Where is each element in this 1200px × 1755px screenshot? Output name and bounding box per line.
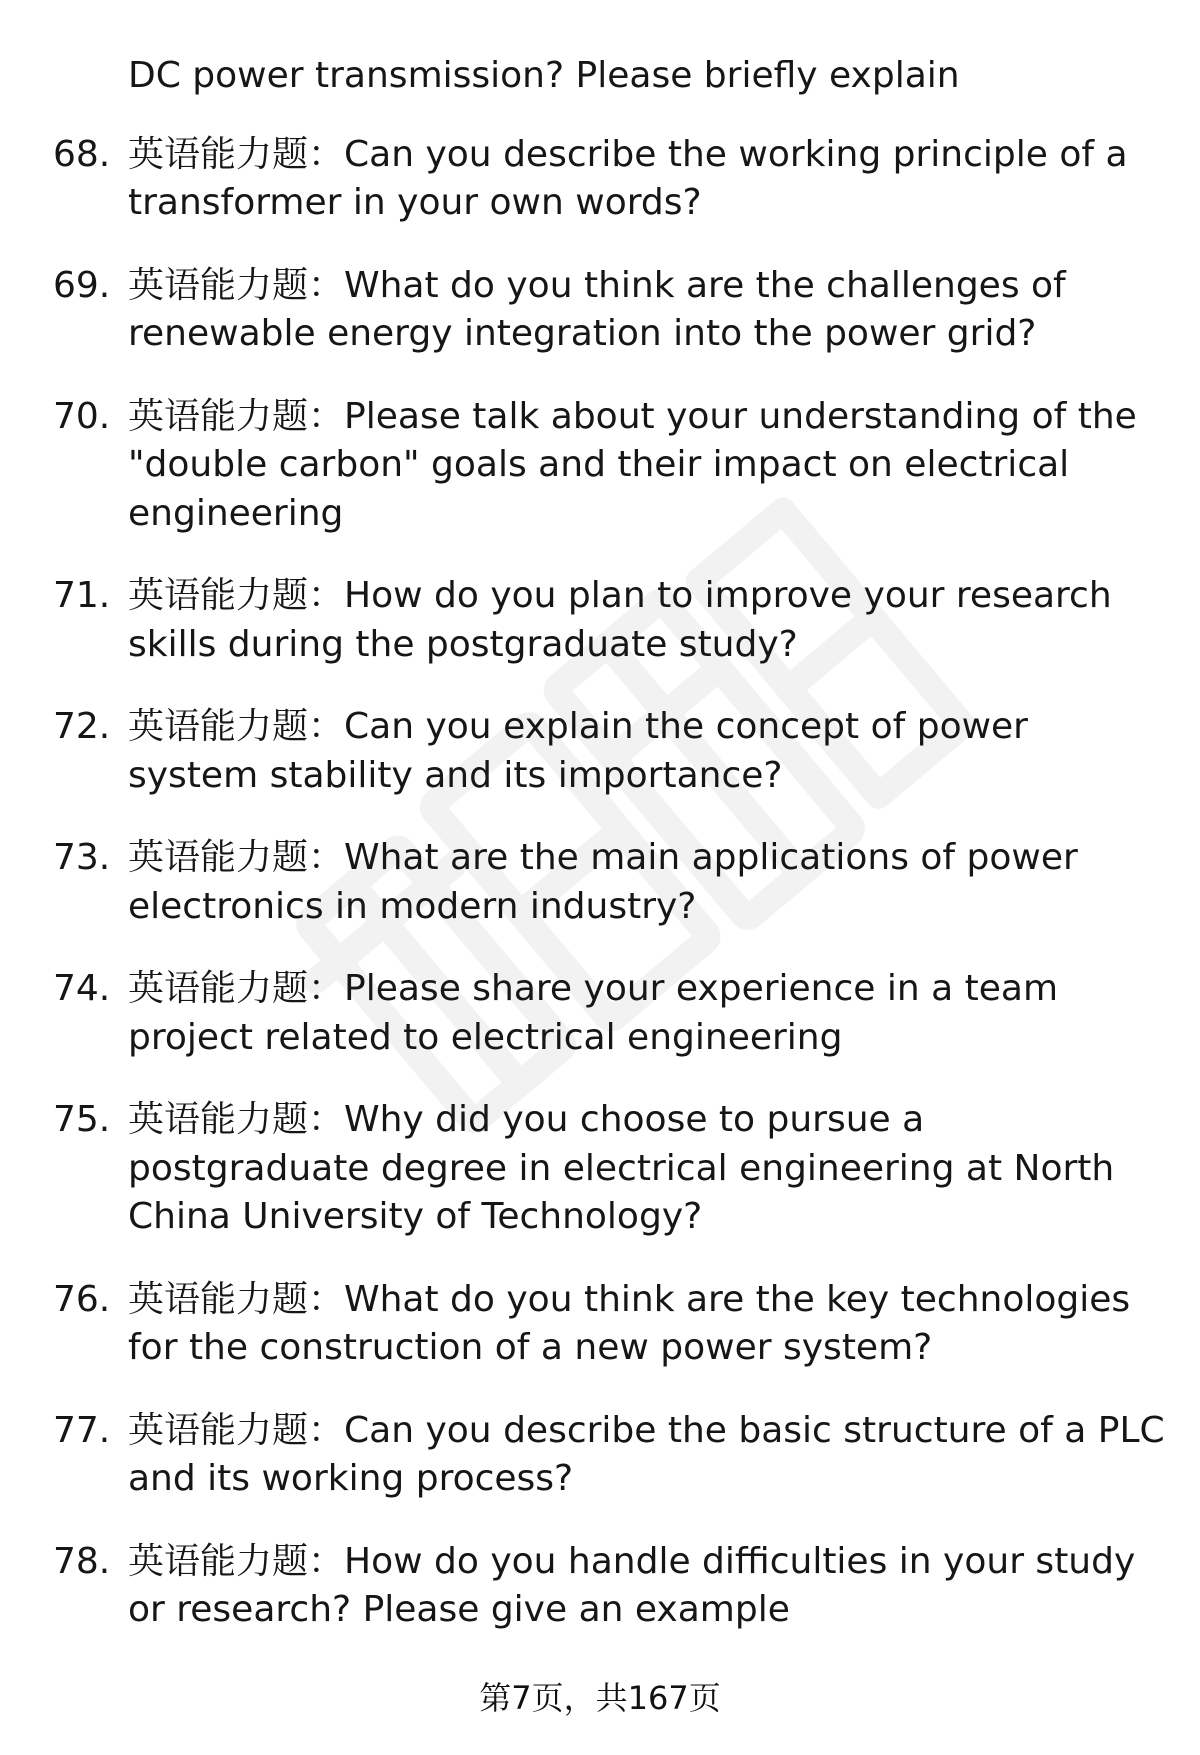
question-item — [0, 131, 1200, 228]
question-body — [128, 1276, 1168, 1373]
question-category: 英语能力题： — [128, 575, 345, 616]
question-category: 英语能力题： — [128, 1099, 345, 1140]
question-item — [0, 1407, 1200, 1504]
question-body — [128, 1538, 1168, 1635]
question-text: Can you describe the working principle of a transformer in your own words? — [128, 133, 1128, 223]
question-item — [0, 262, 1200, 359]
question-category: 英语能力题： — [128, 395, 345, 437]
question-category: 英语能力题： — [128, 1278, 345, 1320]
question-body — [128, 965, 1168, 1062]
question-text: What do you think are the key technologies for the construction of a new power system? — [128, 1278, 1131, 1368]
question-item — [0, 393, 1200, 539]
question-number: 77. — [53, 1409, 111, 1451]
question-text: Can you describe the basic structure of a PLC and its working process? — [128, 1409, 1165, 1499]
continued-text: DC power transmission? Please briefly explain — [128, 55, 960, 96]
question-number: 70. — [53, 395, 111, 437]
question-text: Please talk about your understanding of the "double carbon" goals and their impact on electrical engineering — [128, 395, 1137, 534]
question-text: What do you think are the challenges of renewable energy integration into the power grid? — [128, 264, 1066, 354]
question-number: 71. — [53, 575, 111, 616]
question-number: 75. — [53, 1099, 111, 1140]
continued-question — [0, 52, 1200, 101]
page-number-footer: 第7页，共167页 — [479, 1679, 721, 1717]
question-text: Can you explain the concept of power system stability and its importance? — [128, 706, 1028, 796]
question-body — [128, 703, 1168, 800]
question-text: What are the main applications of power electronics in modern industry? — [128, 837, 1078, 927]
question-category: 英语能力题： — [128, 264, 345, 306]
question-category: 英语能力题： — [128, 837, 345, 878]
question-body — [128, 572, 1168, 669]
question-item — [0, 1096, 1200, 1242]
question-number: 69. — [53, 264, 111, 306]
question-item — [0, 703, 1200, 800]
question-body — [128, 1407, 1168, 1504]
question-text: How do you handle difficulties in your study or research? Please give an example — [128, 1540, 1136, 1630]
question-category: 英语能力题： — [128, 1540, 345, 1582]
question-body — [128, 834, 1168, 931]
question-number: 74. — [53, 968, 111, 1009]
question-item — [0, 1538, 1200, 1635]
question-category: 英语能力题： — [128, 133, 345, 175]
question-list — [0, 52, 1200, 1669]
question-number: 73. — [53, 837, 111, 878]
question-category: 英语能力题： — [128, 1409, 345, 1451]
question-text: Please share your experience in a team project related to electrical engineering — [128, 968, 1059, 1058]
question-body — [128, 393, 1168, 539]
question-item — [0, 965, 1200, 1062]
question-text: How do you plan to improve your research skills during the postgraduate study? — [128, 575, 1112, 665]
question-number: 72. — [53, 706, 111, 747]
question-body — [128, 1096, 1168, 1242]
question-body — [128, 131, 1168, 228]
question-body — [128, 262, 1168, 359]
question-text: Why did you choose to pursue a postgraduate degree in electrical engineering at North China University of Technology? — [128, 1099, 1115, 1237]
question-item — [0, 834, 1200, 931]
question-item — [0, 1276, 1200, 1373]
question-item — [0, 572, 1200, 669]
question-category: 英语能力题： — [128, 968, 345, 1009]
question-category: 英语能力题： — [128, 706, 345, 747]
question-number: 68. — [53, 133, 111, 175]
question-number: 76. — [53, 1278, 111, 1320]
question-number: 78. — [53, 1540, 111, 1582]
